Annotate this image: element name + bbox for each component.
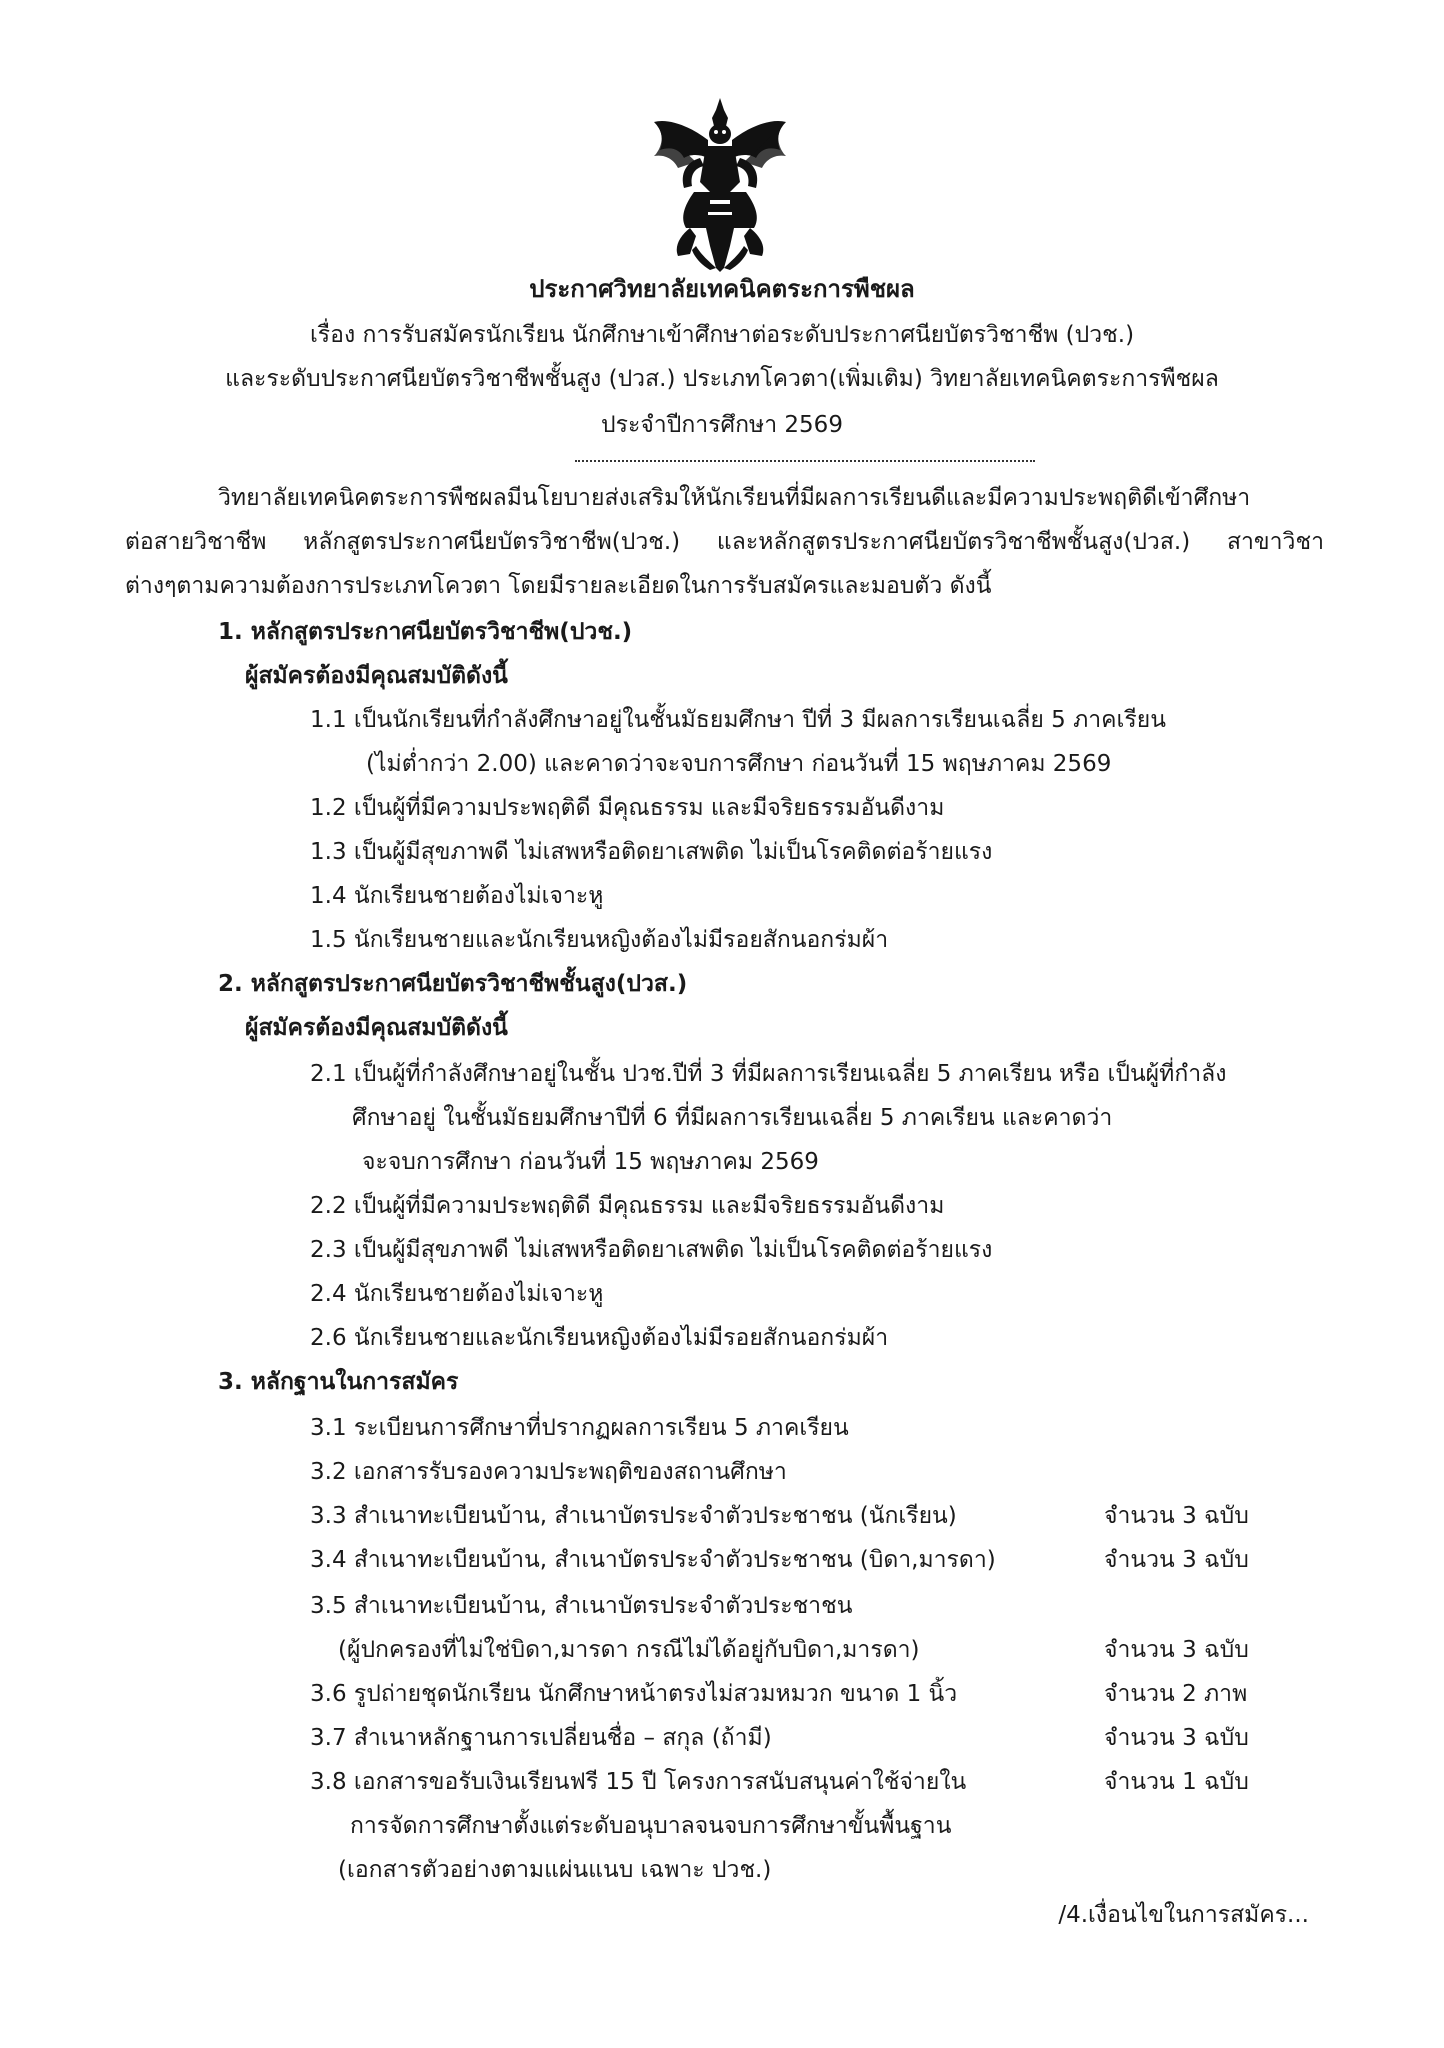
subject-line-1: เรื่อง การรับสมัครนักเรียน นักศึกษาเข้าศึกษาต่อระดับประกาศนียบัตรวิชาชีพ (ปวช.) [309,322,1135,348]
announcement-title: ประกาศวิทยาลัยเทคนิคตระการพืชผล [529,275,915,303]
subject-line-3: ประจำปีการศึกษา 2569 [601,412,843,438]
item-3-4: 3.4 สำเนาทะเบียนบ้าน, สำเนาบัตรประจำตัวประชาชน (บิดา,มารดา) [310,1547,996,1573]
quantity-3-5: จำนวน 3 ฉบับ [1104,1637,1249,1663]
item-2-1-line-1: 2.1 เป็นผู้ที่กำลังศึกษาอยู่ในชั้น ปวช.ปีที่ 3 ที่มีผลการเรียนเฉลี่ย 5 ภาคเรียน หรือ เป็นผู้ที่กำลัง [310,1061,1227,1087]
item-3-5-line-2: (ผู้ปกครองที่ไม่ใช่บิดา,มารดา กรณีไม่ได้อยู่กับบิดา,มารดา) [338,1637,920,1663]
item-3-5-line-1: 3.5 สำเนาทะเบียนบ้าน, สำเนาบัตรประจำตัวประชาชน [310,1593,853,1619]
item-3-2: 3.2 เอกสารรับรองความประพฤติของสถานศึกษา [310,1459,787,1485]
item-2-3: 2.3 เป็นผู้มีสุขภาพดี ไม่เสพหรือติดยาเสพติด ไม่เป็นโรคติดต่อร้ายแรง [310,1237,993,1263]
title-divider [575,460,1035,462]
section-2-heading: 2. หลักสูตรประกาศนียบัตรวิชาชีพชั้นสูง(ปวส.) [218,971,688,997]
quantity-3-8: จำนวน 1 ฉบับ [1104,1769,1249,1795]
item-3-8-line-2: การจัดการศึกษาตั้งแต่ระดับอนุบาลจนจบการศึกษาขั้นพื้นฐาน [350,1813,952,1839]
quantity-3-4: จำนวน 3 ฉบับ [1104,1547,1249,1573]
item-3-8-line-3: (เอกสารตัวอย่างตามแผ่นแนบ เฉพาะ ปวช.) [338,1857,772,1883]
section-3-heading: 3. หลักฐานในการสมัคร [218,1369,459,1395]
item-2-1-line-2: ศึกษาอยู่ ในชั้นมัธยมศึกษาปีที่ 6 ที่มีผลการเรียนเฉลี่ย 5 ภาคเรียน และคาดว่า [352,1105,1113,1131]
section-1-subheading: ผู้สมัครต้องมีคุณสมบัติดังนี้ [245,663,508,689]
intro-line-1: วิทยาลัยเทคนิคตระการพืชผลมีนโยบายส่งเสริมให้นักเรียนที่มีผลการเรียนดีและมีความประพฤติดีเข้าศึกษา [218,485,1251,511]
item-3-6: 3.6 รูปถ่ายชุดนักเรียน นักศึกษาหน้าตรงไม่สวมหมวก ขนาด 1 นิ้ว [310,1681,958,1707]
item-1-2: 1.2 เป็นผู้ที่มีความประพฤติดี มีคุณธรรม และมีจริยธรรมอันดีงาม [310,795,945,821]
item-2-2: 2.2 เป็นผู้ที่มีความประพฤติดี มีคุณธรรม และมีจริยธรรมอันดีงาม [310,1193,945,1219]
item-3-7: 3.7 สำเนาหลักฐานการเปลี่ยนชื่อ – สกุล (ถ้ามี) [310,1725,772,1751]
subject-line-2: และระดับประกาศนียบัตรวิชาชีพชั้นสูง (ปวส.) ประเภทโควตา(เพิ่มเติม) วิทยาลัยเทคนิคตระการพืชผล [225,366,1219,392]
item-1-3: 1.3 เป็นผู้มีสุขภาพดี ไม่เสพหรือติดยาเสพติด ไม่เป็นโรคติดต่อร้ายแรง [310,839,993,865]
item-1-4: 1.4 นักเรียนชายต้องไม่เจาะหู [310,883,604,909]
continued-marker: /4.เงื่อนไขในการสมัคร... [1058,1902,1309,1928]
item-1-5: 1.5 นักเรียนชายและนักเรียนหญิงต้องไม่มีรอยสักนอกร่มผ้า [310,927,889,953]
item-2-1-line-3: จะจบการศึกษา ก่อนวันที่ 15 พฤษภาคม 2569 [362,1149,819,1175]
quantity-3-6: จำนวน 2 ภาพ [1104,1681,1248,1707]
item-3-1: 3.1 ระเบียนการศึกษาที่ปรากฏผลการเรียน 5 ภาคเรียน [310,1415,849,1441]
item-3-3: 3.3 สำเนาทะเบียนบ้าน, สำเนาบัตรประจำตัวประชาชน (นักเรียน) [310,1503,957,1529]
intro-line-2: ต่อสายวิชาชีพ หลักสูตรประกาศนียบัตรวิชาชีพ(ปวช.) และหลักสูตรประกาศนียบัตรวิชาชีพชั้นสูง(ปวส.) สาขาวิชา [125,529,1324,555]
item-2-6: 2.6 นักเรียนชายและนักเรียนหญิงต้องไม่มีรอยสักนอกร่มผ้า [310,1325,889,1351]
section-2-subheading: ผู้สมัครต้องมีคุณสมบัติดังนี้ [245,1015,508,1041]
intro-line-3: ต่างๆตามความต้องการประเภทโควตา โดยมีรายละเอียดในการรับสมัครและมอบตัว ดังนี้ [125,573,992,599]
item-1-1-line-2: (ไม่ต่ำกว่า 2.00) และคาดว่าจะจบการศึกษา ก่อนวันที่ 15 พฤษภาคม 2569 [366,751,1112,777]
garuda-emblem-icon [650,96,790,272]
item-2-4: 2.4 นักเรียนชายต้องไม่เจาะหู [310,1281,604,1307]
quantity-3-7: จำนวน 3 ฉบับ [1104,1725,1249,1751]
item-1-1-line-1: 1.1 เป็นนักเรียนที่กำลังศึกษาอยู่ในชั้นมัธยมศึกษา ปีที่ 3 มีผลการเรียนเฉลี่ย 5 ภาคเรียน [310,707,1166,733]
quantity-3-3: จำนวน 3 ฉบับ [1104,1503,1249,1529]
section-1-heading: 1. หลักสูตรประกาศนียบัตรวิชาชีพ(ปวช.) [218,619,633,645]
item-3-8-line-1: 3.8 เอกสารขอรับเงินเรียนฟรี 15 ปี โครงการสนับสนุนค่าใช้จ่ายใน [310,1769,967,1795]
